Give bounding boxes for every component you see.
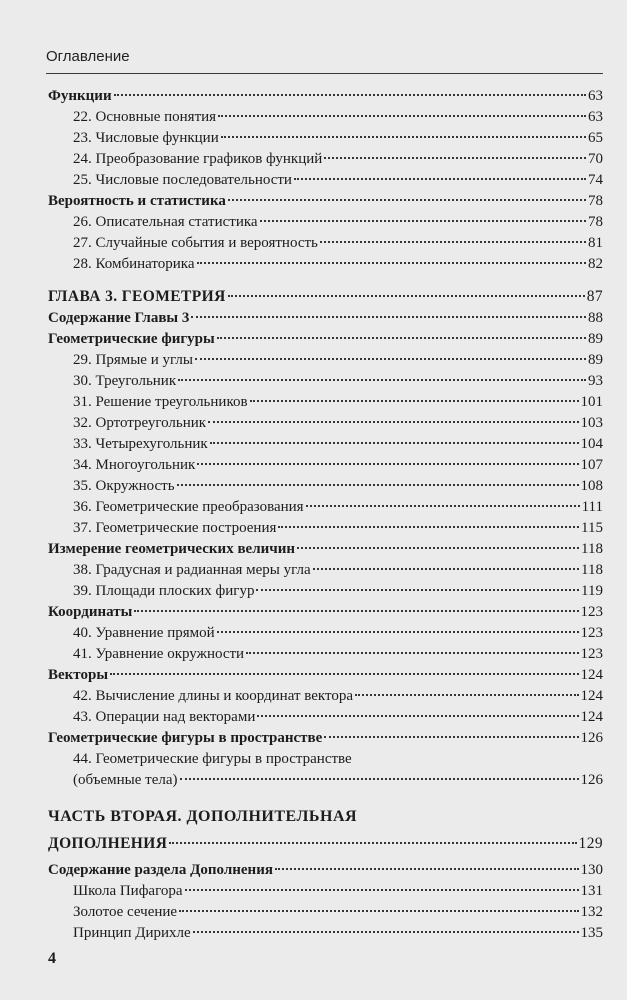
- toc-entry[interactable]: 26. Описательная статистика 78: [73, 214, 603, 230]
- leader-dots: [294, 178, 586, 180]
- header-rule: [46, 73, 603, 74]
- toc-entry[interactable]: 34. Многоугольник 107: [73, 457, 603, 473]
- toc-chapter-3[interactable]: ГЛАВА 3. ГЕОМЕТРИЯ 87: [48, 288, 603, 305]
- leader-dots: [218, 115, 586, 117]
- toc-entry[interactable]: 23. Числовые функции 65: [73, 130, 603, 146]
- toc-entry[interactable]: 41. Уравнение окружности 123: [73, 646, 603, 662]
- toc-entry[interactable]: 33. Четырехугольник 104: [73, 436, 603, 452]
- leader-dots: [313, 568, 579, 570]
- toc-heading-measurement[interactable]: Измерение геометрических величин 118: [48, 541, 603, 557]
- toc-heading-probability[interactable]: Вероятность и статистика 78: [48, 193, 603, 209]
- toc-entry[interactable]: 24. Преобразование графиков функций 70: [73, 151, 603, 167]
- toc-entry[interactable]: 40. Уравнение прямой 123: [73, 625, 603, 641]
- toc-entry[interactable]: 28. Комбинаторика 82: [73, 256, 603, 272]
- leader-dots: [246, 652, 578, 654]
- toc-entry[interactable]: 42. Вычисление длины и координат вектора 124: [73, 688, 603, 704]
- leader-dots: [324, 157, 586, 159]
- toc-entry[interactable]: 36. Геометрические преобразования 111: [73, 499, 603, 515]
- toc-entry[interactable]: 22. Основные понятия 63: [73, 109, 603, 125]
- leader-dots: [217, 631, 579, 633]
- leader-dots: [180, 778, 579, 780]
- leader-dots: [355, 694, 578, 696]
- toc-entry-line2[interactable]: (объемные тела) 126: [73, 772, 603, 788]
- toc-entry[interactable]: Принцип Дирихле 135: [73, 925, 603, 941]
- toc-entry[interactable]: 38. Градусная и радианная меры угла 118: [73, 562, 603, 578]
- leader-dots: [208, 421, 578, 423]
- leader-dots: [193, 931, 579, 933]
- leader-dots: [191, 316, 586, 318]
- leader-dots: [250, 400, 579, 402]
- leader-dots: [197, 262, 586, 264]
- toc-entry[interactable]: 43. Операции над векторами 124: [73, 709, 603, 725]
- leader-dots: [217, 337, 586, 339]
- leader-dots: [195, 358, 586, 360]
- toc-entry[interactable]: 27. Случайные события и вероятность 81: [73, 235, 603, 251]
- toc-entry[interactable]: 31. Решение треугольников 101: [73, 394, 603, 410]
- toc-part-2-title[interactable]: ЧАСТЬ ВТОРАЯ. ДОПОЛНИТЕЛЬНАЯ: [48, 808, 358, 825]
- leader-dots: [185, 889, 579, 891]
- leader-dots: [179, 910, 578, 912]
- toc-entry[interactable]: 39. Площади плоских фигур 119: [73, 583, 603, 599]
- leader-dots: [297, 547, 579, 549]
- leader-dots: [114, 94, 586, 96]
- toc-heading-coordinates[interactable]: Координаты 123: [48, 604, 603, 620]
- toc-heading-vectors[interactable]: Векторы 124: [48, 667, 603, 683]
- leader-dots: [228, 199, 586, 201]
- toc-entry[interactable]: Школа Пифагора 131: [73, 883, 603, 899]
- leader-dots: [210, 442, 579, 444]
- toc-heading-appendix-contents[interactable]: Содержание раздела Дополнения 130: [48, 862, 603, 878]
- toc-heading-figures[interactable]: Геометрические фигуры 89: [48, 331, 603, 347]
- toc-entry[interactable]: 25. Числовые последовательности 74: [73, 172, 603, 188]
- leader-dots: [260, 220, 586, 222]
- toc-heading-functions[interactable]: Функции 63: [48, 88, 603, 104]
- toc-entry-line1[interactable]: 44. Геометрические фигуры в пространстве: [73, 751, 352, 767]
- leader-dots: [178, 379, 586, 381]
- toc-entry[interactable]: 32. Ортотреугольник 103: [73, 415, 603, 431]
- toc-heading-space-figures[interactable]: Геометрические фигуры в пространстве 126: [48, 730, 603, 746]
- leader-dots: [228, 295, 585, 297]
- toc-entry[interactable]: 37. Геометрические построения 115: [73, 520, 603, 536]
- toc-part-2-sub[interactable]: ДОПОЛНЕНИЯ 129: [48, 835, 603, 852]
- leader-dots: [320, 241, 586, 243]
- leader-dots: [169, 842, 576, 844]
- leader-dots: [257, 715, 578, 717]
- leader-dots: [134, 610, 578, 612]
- page-number: 4: [48, 950, 56, 967]
- leader-dots: [324, 736, 578, 738]
- leader-dots: [221, 136, 586, 138]
- leader-dots: [110, 673, 578, 675]
- toc-entry[interactable]: 35. Окружность 108: [73, 478, 603, 494]
- leader-dots: [256, 589, 579, 591]
- toc-entry[interactable]: Золотое сечение 132: [73, 904, 603, 920]
- toc-chapter-contents[interactable]: Содержание Главы 3 88: [48, 310, 603, 326]
- toc-entry[interactable]: 30. Треугольник 93: [73, 373, 603, 389]
- leader-dots: [306, 505, 580, 507]
- running-header: Оглавление: [46, 48, 130, 65]
- leader-dots: [197, 463, 578, 465]
- leader-dots: [275, 868, 579, 870]
- toc-entry[interactable]: 29. Прямые и углы 89: [73, 352, 603, 368]
- leader-dots: [278, 526, 579, 528]
- leader-dots: [177, 484, 579, 486]
